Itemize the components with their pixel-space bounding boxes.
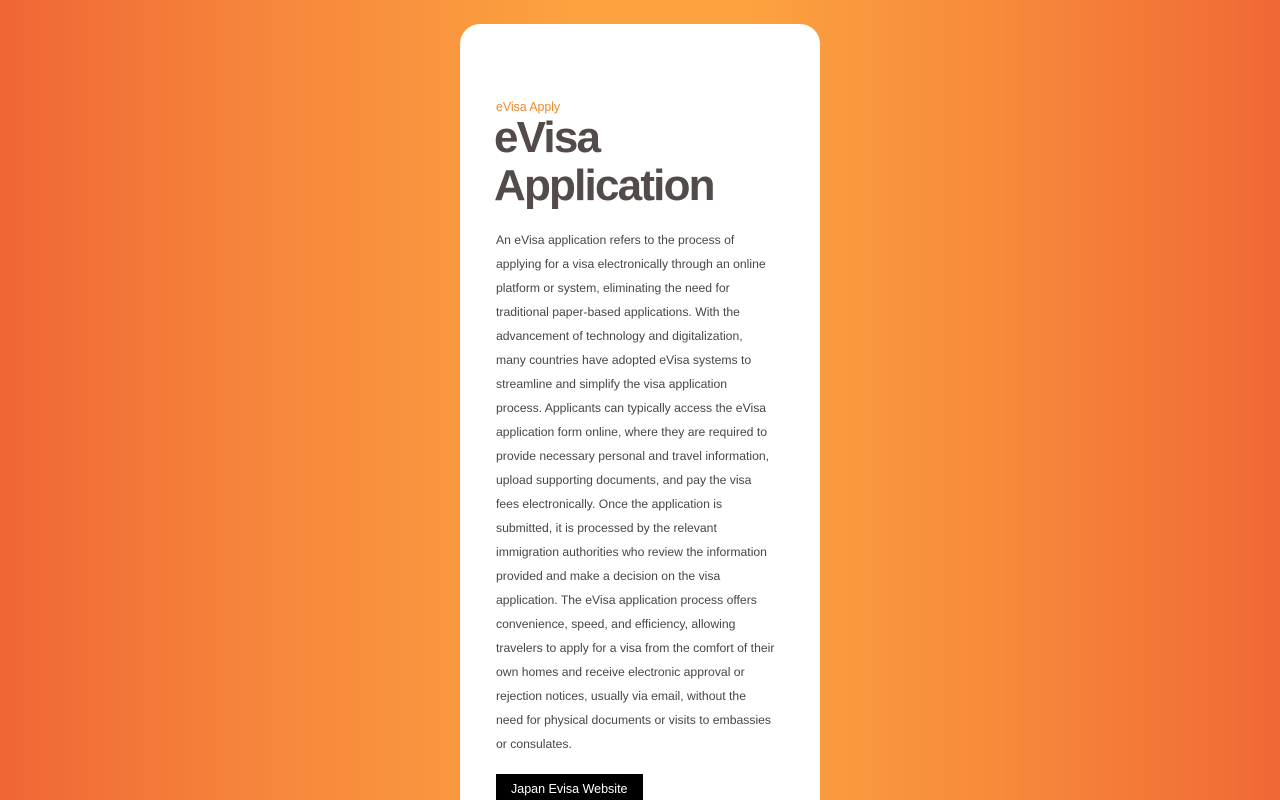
- description-line: immigration authorities who review the information: [496, 545, 767, 559]
- description-line: process. Applicants can typically access the eVisa: [496, 401, 767, 415]
- description-line: upload supporting documents, and pay the visa: [496, 473, 752, 487]
- content-card: [460, 24, 820, 800]
- description-line: travelers to apply for a visa from the comfort of their: [496, 641, 775, 655]
- description-line: application form online, where they are required to: [496, 425, 767, 439]
- description-line: provide necessary personal and travel information,: [496, 449, 770, 463]
- description-line: advancement of technology and digitalization,: [496, 329, 743, 343]
- description: [496, 228, 788, 756]
- title-line-2: Application: [494, 161, 714, 210]
- page-title: [494, 114, 714, 210]
- description-line: own homes and receive electronic approval or: [496, 665, 745, 679]
- title-line-1: eVisa: [494, 113, 600, 162]
- description-line: An eVisa application refers to the process of: [496, 233, 735, 247]
- description-line: traditional paper-based applications. With the: [496, 305, 740, 319]
- description-line: rejection notices, usually via email, without the: [496, 689, 746, 703]
- description-line: applying for a visa electronically through an online: [496, 257, 766, 271]
- description-line: application. The eVisa application process offers: [496, 593, 757, 607]
- description-line: fees electronically. Once the application is: [496, 497, 723, 511]
- description-line: convenience, speed, and efficiency, allowing: [496, 617, 736, 631]
- description-line: platform or system, eliminating the need for: [496, 281, 730, 295]
- description-line: need for physical documents or visits to embassies: [496, 713, 772, 727]
- eyebrow-label: eVisa Apply: [496, 100, 560, 114]
- description-line: provided and make a decision on the visa: [496, 569, 721, 583]
- description-line: or consulates.: [496, 737, 572, 751]
- description-line: streamline and simplify the visa application: [496, 377, 727, 391]
- description-line: submitted, it is processed by the relevant: [496, 521, 717, 535]
- description-line: many countries have adopted eVisa systems to: [496, 353, 752, 367]
- japan-evisa-website-button[interactable]: Japan Evisa Website: [496, 774, 643, 800]
